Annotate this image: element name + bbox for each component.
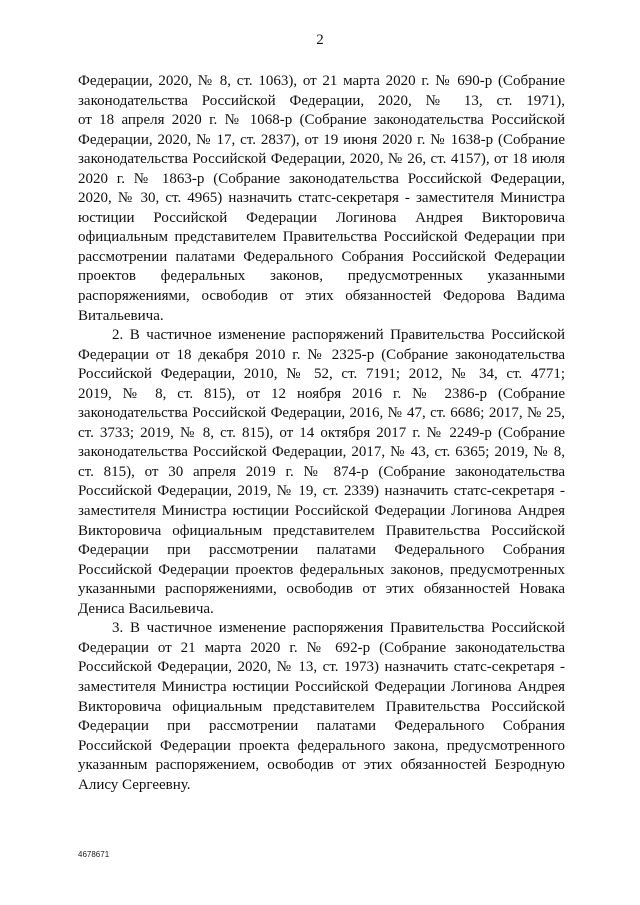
text-line: официальным представителем Правительства Российской Федерации при: [78, 229, 565, 246]
text-line: указанным распоряжением, освободив от этих обязанностей Безродную: [78, 757, 565, 774]
text-line: 2020, № 30, ст. 4965) назначить статс-секретаря - заместителя Министра: [78, 190, 565, 207]
text-line: Федерации, 2020, № 8, ст. 1063), от 21 марта 2020 г. № 690-р (Собрание: [78, 73, 565, 89]
text-line: заместителя Министра юстиции Российской Федерации Логинова Андрея: [78, 678, 565, 695]
text-line: Российской Федерации проекта федерального закона, предусмотренного: [78, 737, 565, 754]
text-line: 3. В частичное изменение распоряжения Правительства Российской: [112, 620, 565, 637]
page-number: 2: [316, 32, 324, 48]
document-code: 4678671: [78, 850, 110, 859]
text-line: рассмотрении палатами Федерального Собрания Российской Федерации: [78, 248, 565, 265]
text-line: Федерации при рассмотрении палатами Федерального Собрания: [78, 542, 565, 559]
text-line: Российской Федерации проектов федеральных законов, предусмотренных: [78, 561, 565, 578]
text-line: проектов федеральных законов, предусмотренных указанными: [78, 268, 565, 285]
text-line: Российской Федерации, 2010, № 52, ст. 7191; 2012, № 34, ст. 4771;: [78, 366, 565, 383]
text-line: Российской Федерации, 2019, № 19, ст. 2339) назначить статс-секретаря -: [78, 483, 565, 500]
text-line: законодательства Российской Федерации, 2016, № 47, ст. 6686; 2017, № 25,: [78, 405, 565, 422]
text-line: Федерации при рассмотрении палатами Федерального Собрания: [78, 718, 565, 735]
text-line: законодательства Российской Федерации, 2017, № 43, ст. 6365; 2019, № 8,: [78, 444, 565, 461]
text-line: 2020 г. № 1863-р (Собрание законодательства Российской Федерации,: [78, 170, 565, 187]
text-line: законодательства Российской Федерации, 2020, № 26, ст. 4157), от 18 июля: [78, 151, 565, 168]
text-line: Федерации от 18 декабря 2010 г. № 2325-р (Собрание законодательства: [78, 346, 565, 363]
text-line: Викторовича официальным представителем Правительства Российской: [78, 522, 565, 539]
text-line: Федерации от 21 марта 2020 г. № 692-р (Собрание законодательства: [78, 639, 565, 656]
text-line: Федерации, 2020, № 17, ст. 2837), от 19 июня 2020 г. № 1638-р (Собрание: [78, 131, 565, 148]
text-line: 2. В частичное изменение распоряжений Правительства Российской: [112, 327, 565, 344]
text-line: Российской Федерации, 2020, № 13, ст. 1973) назначить статс-секретаря -: [78, 659, 565, 676]
text-line: заместителя Министра юстиции Российской Федерации Логинова Андрея: [78, 503, 565, 520]
paragraph-2: [78, 326, 565, 619]
text-line: Викторовича официальным представителем Правительства Российской: [78, 698, 565, 715]
paragraph-3: [78, 619, 565, 795]
text-line: законодательства Российской Федерации, 2020, № 13, ст. 1971),: [78, 92, 565, 109]
text-line: ст. 815), от 30 апреля 2019 г. № 874-р (Собрание законодательства: [78, 463, 565, 480]
text-line: указанными распоряжениями, освободив от этих обязанностей Новака: [78, 581, 565, 598]
text-line: Алису Сергеевну.: [78, 776, 191, 793]
text-line: от 18 апреля 2020 г. № 1068-р (Собрание законодательства Российской: [78, 112, 565, 129]
text-line: Витальевича.: [78, 307, 164, 324]
document-body: [78, 72, 565, 795]
text-line: 2019, № 8, ст. 815), от 12 ноября 2016 г. № 2386-р (Собрание: [78, 385, 565, 402]
text-line: юстиции Российской Федерации Логинова Андрея Викторовича: [78, 209, 565, 226]
text-line: распоряжениями, освободив от этих обязанностей Федорова Вадима: [78, 288, 565, 305]
text-line: Дениса Васильевича.: [78, 600, 214, 617]
paragraph-1: [78, 72, 565, 326]
text-line: ст. 3733; 2019, № 8, ст. 815), от 14 октября 2017 г. № 2249-р (Собрание: [78, 424, 565, 441]
